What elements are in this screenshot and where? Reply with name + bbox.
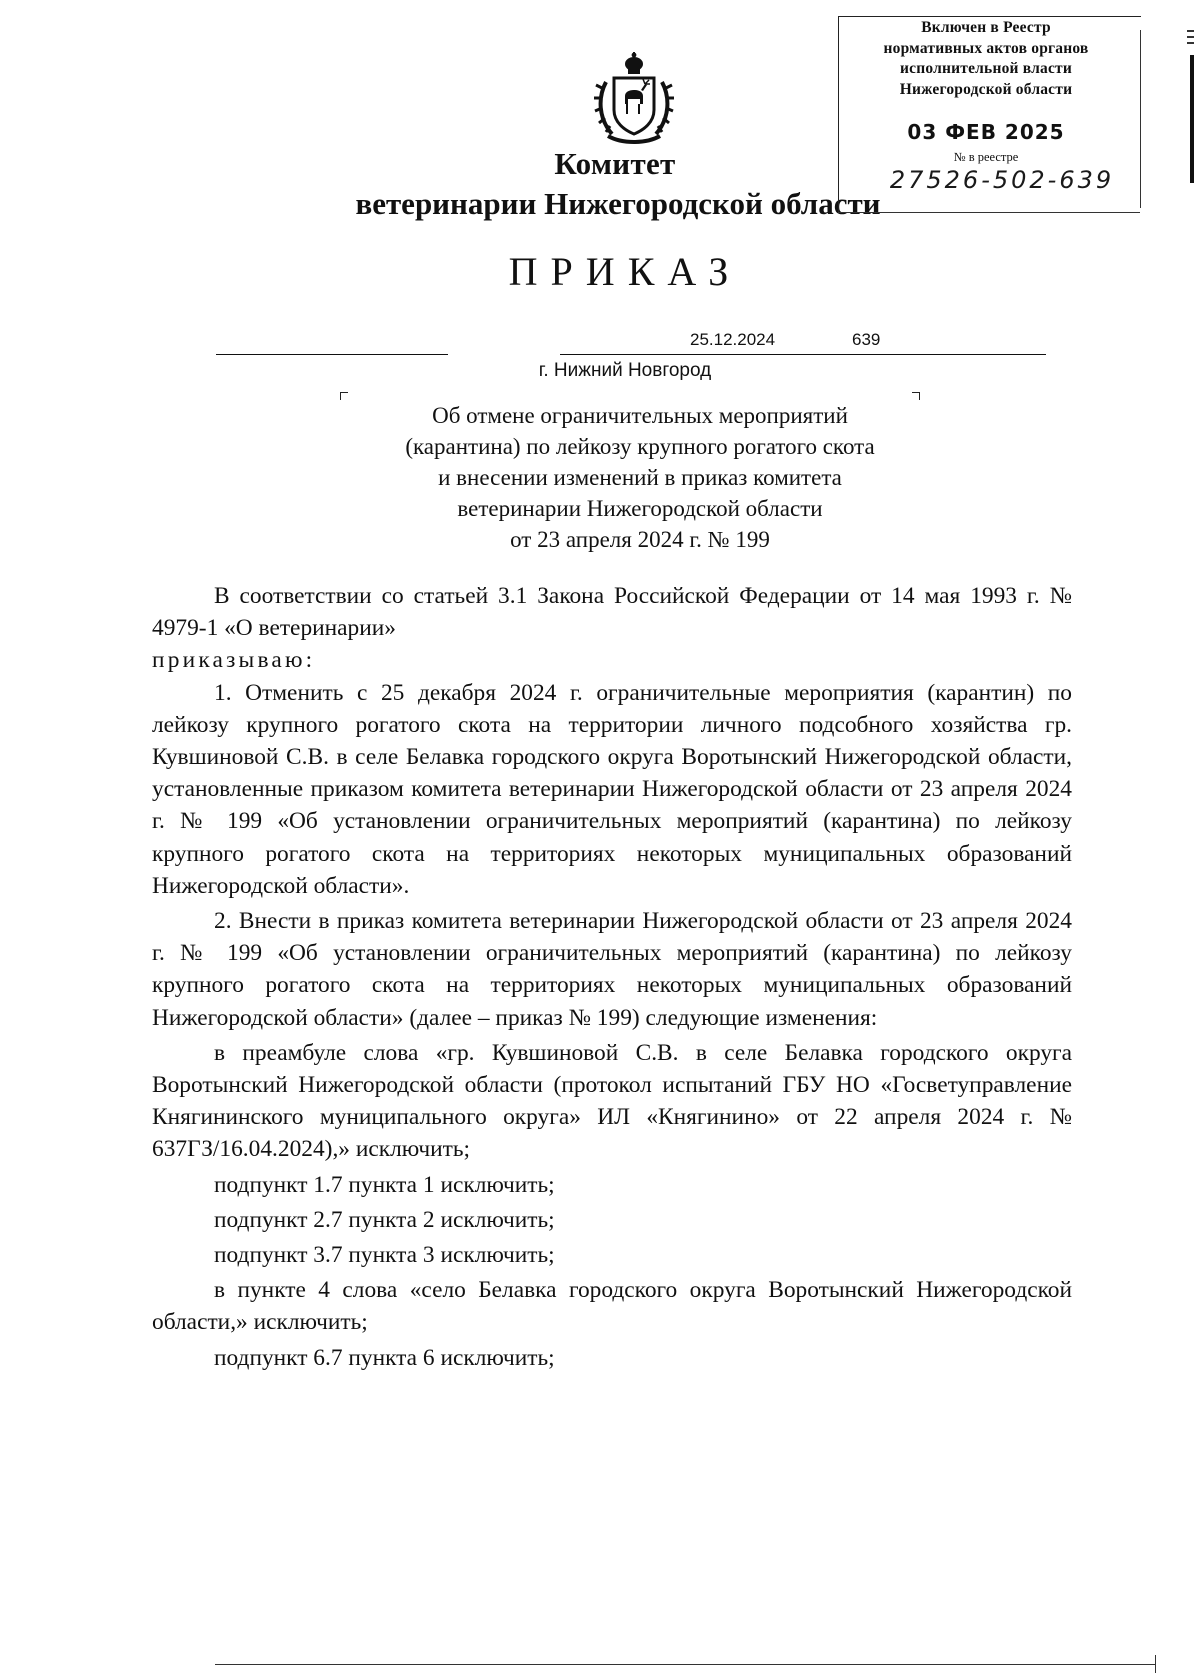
change-subitem-3-7: подпункт 3.7 пункта 3 исключить; [214, 1242, 555, 1269]
title-line: ветеринарии Нижегородской области [457, 496, 823, 521]
stamp-date: 03 ФЕВ 2025 [907, 120, 1065, 144]
order-word: приказываю: [152, 647, 316, 674]
stamp-right-line [1140, 30, 1141, 208]
order-number: 639 [852, 330, 881, 349]
edge-tick [1187, 42, 1194, 44]
title-line: от 23 апреля 2024 г. № 199 [510, 527, 770, 552]
coat-of-arms-emblem [592, 52, 676, 146]
stamp-text [846, 18, 1126, 100]
title-line: (карантина) по лейкозу крупного рогатого скота [405, 434, 875, 459]
number-underline [560, 354, 1046, 355]
change-item-4: в пункте 4 слова «село Белавка городского округа Воротынский Нижегородской области,» исключить; [152, 1277, 1072, 1336]
title-line: Об отмене ограничительных мероприятий [432, 403, 848, 428]
stamp-line: Включен в Реестр [921, 19, 1051, 36]
title-line: и внесении изменений в приказ комитета [438, 465, 842, 490]
item-2-paragraph: 2. Внести в приказ комитета ветеринарии Нижегородской области от 23 апреля 2024 г. № 199 «Об установлении ограничительных мероприятий (карантина) по лейкозу крупного рогатого скота на территориях некоторых муниципальных образований Нижегородской области» (далее – приказ № 199) следующие изменения: [152, 908, 1072, 1031]
title-corner-right [912, 392, 920, 400]
stamp-line: нормативных актов органов [883, 39, 1089, 57]
item-1-paragraph: 1. Отменить с 25 декабря 2024 г. ограничительные мероприятия (карантин) по лейкозу крупного рогатого скота на территории личного подсобного хозяйства гр. Кувшиновой С.В. в селе Белавка городского округа Воротынский Нижегородской области, установленные приказом комитета ветеринарии Нижегородской области от 23 апреля 2024 г. № 199 «Об установлении ограничительных мероприятий (карантина) по лейкозу крупного рогатого скота на территориях некоторых муниципальных образований Нижегородской области». [152, 679, 1072, 899]
stamp-registry-label: № в реестре [953, 150, 1019, 164]
order-date: 25.12.2024 [690, 330, 776, 349]
footer-line [215, 1664, 1155, 1665]
binding-edge-mark [1190, 55, 1194, 183]
organization-name-line-2: ветеринарии Нижегородской области [355, 186, 881, 221]
footer-tick [1155, 1655, 1156, 1673]
city: г. Нижний Новгород [538, 360, 712, 381]
document-body [152, 580, 1072, 1374]
stamp-line: Нижегородской области [899, 80, 1073, 98]
preamble-paragraph: В соответствии со статьей 3.1 Закона Российской Федерации от 14 мая 1993 г. № 4979-1 «О ветеринарии» [152, 583, 1072, 642]
change-subitem-6-7: подпункт 6.7 пункта 6 исключить; [214, 1344, 555, 1371]
change-preamble-paragraph: в преамбуле слова «гр. Кувшиновой С.В. в селе Белавка городского округа Воротынский Нижегородской области (протокол испытаний ГБУ НО «Госветуправление Княгининского муниципального округа» ИЛ «Княгинино» от 22 апреля 2024 г. № 637ГЗ/16.04.2024),» исключить; [152, 1039, 1072, 1163]
document-type: ПРИКАЗ [508, 249, 742, 294]
edge-tick [1187, 36, 1194, 38]
order-title [300, 400, 980, 555]
stamp-line: исполнительной власти [900, 60, 1072, 77]
stamp-registry-number: 27526-502-639 [889, 166, 1115, 194]
edge-tick [1187, 30, 1194, 32]
stamp-bottom-line [838, 212, 1140, 213]
change-subitem-2-7: подпункт 2.7 пункта 2 исключить; [214, 1206, 555, 1233]
organization-name-line-1: Комитет [554, 146, 676, 181]
change-subitem-1-7: подпункт 1.7 пункта 1 исключить; [214, 1171, 555, 1198]
title-corner-left [340, 392, 348, 400]
date-underline [216, 354, 448, 355]
